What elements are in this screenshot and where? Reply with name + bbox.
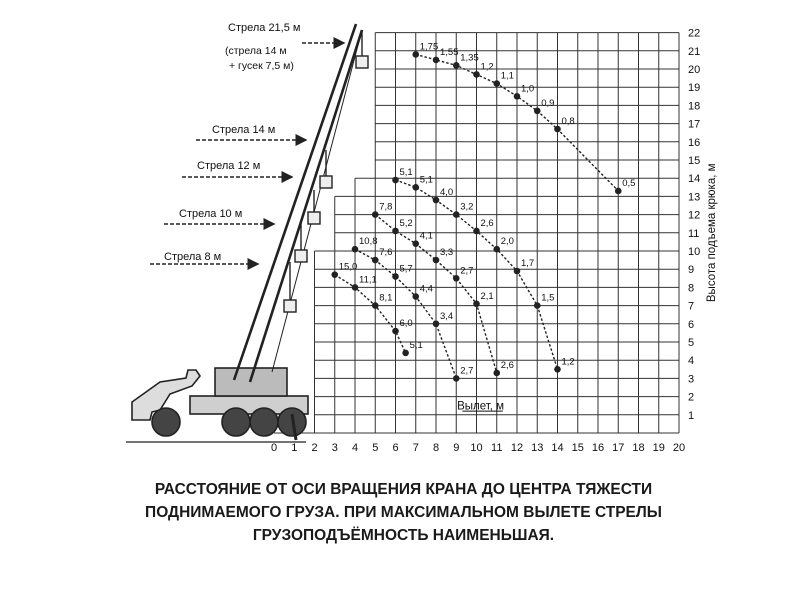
data-label: 6,0 <box>399 318 413 330</box>
data-point <box>453 375 460 382</box>
series-1 <box>412 41 635 194</box>
caption-line-1: РАССТОЯНИЕ ОТ ОСИ ВРАЩЕНИЯ КРАНА ДО ЦЕНТРА ТЯЖЕСТИ <box>154 481 653 498</box>
data-point <box>412 51 419 58</box>
data-point <box>453 275 460 282</box>
data-label: 1,2 <box>561 356 575 368</box>
y-tick-label: 10 <box>688 246 701 258</box>
data-label: 2,6 <box>480 217 494 229</box>
y-tick-label: 16 <box>688 136 701 149</box>
data-point <box>453 62 460 69</box>
data-label: 11,1 <box>359 274 377 286</box>
y-tick-label: 5 <box>688 337 695 349</box>
data-point <box>412 240 419 247</box>
boom-label-8 <box>150 251 258 264</box>
data-point <box>473 300 480 307</box>
data-point <box>433 257 440 264</box>
y-tick-label: 22 <box>688 27 701 40</box>
data-point <box>352 284 359 291</box>
x-tick-label: 9 <box>453 442 460 454</box>
data-point <box>352 246 359 253</box>
data-point <box>433 197 440 204</box>
x-axis-label: Вылет, м <box>457 400 505 413</box>
boom-label-21-5-sub2: + гусек 7,5 м) <box>229 60 294 72</box>
y-tick-label: 14 <box>688 173 701 186</box>
y-tick-label: 11 <box>688 227 700 240</box>
y-tick-label: 20 <box>688 64 701 76</box>
boom-label-14 <box>196 124 306 140</box>
data-point <box>433 57 440 64</box>
data-label: 1,5 <box>541 292 555 304</box>
caption <box>0 478 807 547</box>
y-tick-label: 21 <box>688 45 701 58</box>
data-point <box>534 302 541 309</box>
data-point <box>473 228 480 235</box>
y-axis-label: Высота подъема крюка, м <box>706 163 718 303</box>
data-label: 5,7 <box>399 263 413 275</box>
data-label: 10,8 <box>359 236 378 248</box>
y-tick-label: 3 <box>688 373 695 386</box>
data-label: 2,0 <box>500 236 514 248</box>
data-point <box>493 370 500 377</box>
x-tick-label: 8 <box>432 442 440 454</box>
data-point <box>514 93 521 100</box>
data-label: 1,75 <box>419 41 439 53</box>
data-label: 7,6 <box>379 247 393 259</box>
data-label: 3,4 <box>440 310 454 322</box>
data-point <box>473 71 480 78</box>
data-label: 1,1 <box>500 70 514 82</box>
x-tick-label: 14 <box>551 442 564 454</box>
y-tick-label: 18 <box>688 100 701 113</box>
y-tick-label: 2 <box>688 391 695 404</box>
data-point <box>392 328 399 335</box>
data-label: 3,2 <box>460 201 474 213</box>
boom-label-8-text: Стрела 8 м <box>164 251 222 263</box>
series <box>331 41 635 381</box>
data-label: 4,4 <box>419 283 433 295</box>
data-point <box>372 257 379 264</box>
data-label: 3,3 <box>440 247 454 259</box>
data-label: 5,1 <box>399 167 413 179</box>
x-tick-label: 0 <box>270 442 278 454</box>
boom-label-21-5-text: Стрела 21,5 м <box>228 22 301 34</box>
data-label: 5,1 <box>419 174 433 186</box>
wheel-front <box>152 408 180 436</box>
data-label: 2,7 <box>460 265 474 277</box>
crane-illustration <box>126 24 368 442</box>
data-label: 1,2 <box>480 61 494 73</box>
y-tick-label: 17 <box>688 118 701 131</box>
data-label: 2,7 <box>460 365 474 377</box>
x-tick-label: 11 <box>491 442 503 454</box>
data-point <box>554 366 561 373</box>
data-label: 15,0 <box>338 261 358 273</box>
data-point <box>412 184 419 191</box>
caption-line-3: ГРУЗОПОДЪЁМНОСТЬ НАИМЕНЬШАЯ. <box>252 527 555 544</box>
y-tick-label: 13 <box>688 191 701 204</box>
wheel-mid <box>222 408 250 436</box>
wheel-rear <box>250 408 278 436</box>
boom-left-chord <box>234 24 356 380</box>
y-tick-label: 1 <box>688 409 695 422</box>
y-tick-label: 6 <box>688 318 695 331</box>
data-point <box>453 211 460 218</box>
boom-label-21-5-sub1: (стрела 14 м <box>225 45 287 57</box>
caption-line-2: ПОДНИМАЕМОГО ГРУЗА. ПРИ МАКСИМАЛЬНОМ ВЫЛЕТЕ СТРЕЛЫ <box>145 504 662 521</box>
x-tick-label: 19 <box>652 442 665 454</box>
data-point <box>534 108 541 115</box>
boom-label-14-text: Стрела 14 м <box>212 124 276 136</box>
boom-label-12 <box>182 160 292 177</box>
boom-label-21-5 <box>225 22 344 72</box>
data-label: 4,1 <box>419 230 433 242</box>
data-point <box>615 188 622 195</box>
y-tick-label: 7 <box>688 300 695 313</box>
data-point <box>331 271 338 278</box>
data-point <box>493 80 500 87</box>
hook-10m <box>295 222 307 262</box>
data-point <box>433 321 440 328</box>
data-label: 8,1 <box>379 292 393 304</box>
data-label: 1,7 <box>521 258 535 270</box>
x-tick-label: 15 <box>571 442 584 454</box>
x-tick-label: 5 <box>372 442 379 454</box>
x-tick-label: 3 <box>331 442 338 454</box>
x-tick-label: 20 <box>672 442 686 454</box>
x-tick-label: 18 <box>632 442 645 454</box>
data-point <box>402 350 409 357</box>
data-point <box>372 211 379 218</box>
boom-hoist-rope <box>272 30 362 372</box>
x-tick-label: 7 <box>412 442 419 454</box>
x-tick-label: 16 <box>591 442 605 454</box>
boom-label-10-text: Стрела 10 м <box>179 208 243 220</box>
data-point <box>392 228 399 235</box>
hook-215m <box>356 30 368 68</box>
y-tick-label: 19 <box>688 82 701 95</box>
data-label: 5,2 <box>399 217 413 229</box>
boom-label-12-text: Стрела 12 м <box>197 160 261 172</box>
x-tick-label: 12 <box>510 442 524 454</box>
data-label: 2,1 <box>480 290 494 302</box>
x-tick-label: 6 <box>392 442 399 454</box>
x-tick-label: 10 <box>470 442 483 454</box>
y-tick-label: 9 <box>688 264 695 277</box>
data-label: 5,1 <box>409 339 423 351</box>
data-label: 1,35 <box>460 52 479 64</box>
boom-right-chord <box>250 30 362 382</box>
x-tick-label: 2 <box>311 442 318 454</box>
data-label: 7,8 <box>379 201 393 213</box>
data-label: 0,8 <box>561 116 575 128</box>
data-point <box>392 177 399 184</box>
series-curve <box>335 275 406 353</box>
y-tick-label: 8 <box>688 282 695 295</box>
x-tick-label: 13 <box>531 442 544 454</box>
boom-label-10 <box>164 208 274 224</box>
data-label: 1,55 <box>440 46 459 58</box>
y-tick-label: 15 <box>688 155 701 167</box>
data-label: 0,5 <box>622 177 636 189</box>
data-point <box>412 293 419 300</box>
data-point <box>514 268 521 275</box>
x-tick-label: 1 <box>291 442 298 454</box>
data-point <box>554 126 561 133</box>
data-point <box>392 273 399 280</box>
axes <box>271 28 718 454</box>
data-label: 2,6 <box>500 359 514 371</box>
x-tick-label: 4 <box>351 442 359 454</box>
data-point <box>493 246 500 253</box>
data-point <box>372 302 379 309</box>
x-tick-label: 17 <box>612 442 625 454</box>
y-tick-label: 4 <box>688 355 695 368</box>
data-label: 0,9 <box>541 97 555 109</box>
y-tick-label: 12 <box>688 209 701 222</box>
data-label: 1,0 <box>521 83 535 95</box>
data-label: 4,0 <box>440 187 454 199</box>
